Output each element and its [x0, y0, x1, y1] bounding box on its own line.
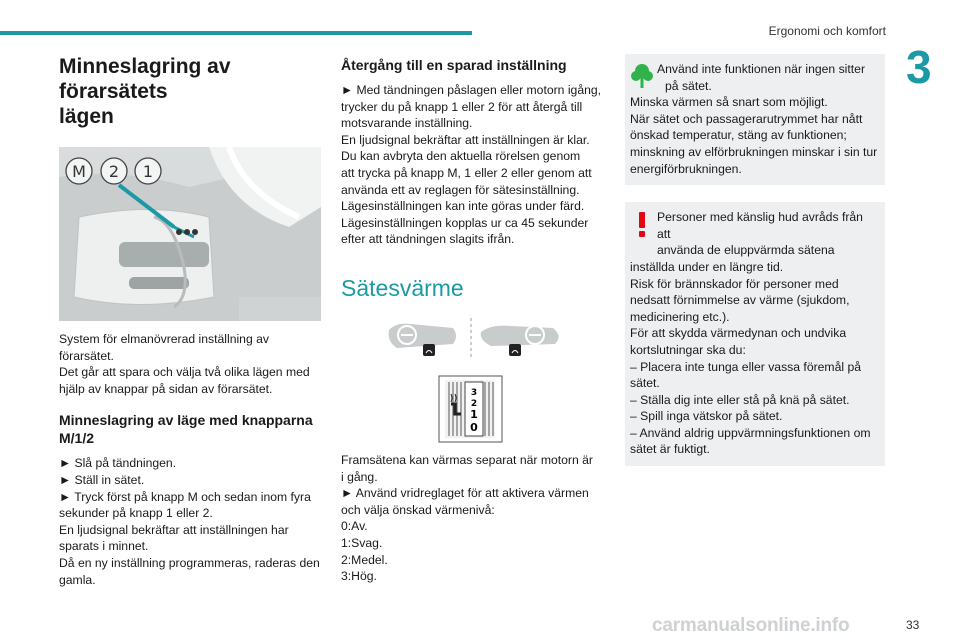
svg-text:2: 2	[470, 398, 478, 409]
right-seat-heating-icon	[481, 326, 559, 356]
memory-store-steps: ► Slå på tändningen. ► Ställ in sätet. ► Tryck först på knapp M och sedan inom fyra sekunder på knapp 1 eller 2. En ljudsignal bekräftar att inställningen har sparats i minnet. Då en ny inställning programmeras, raderas den gamla.	[59, 456, 320, 587]
heading-seat-heating: Sätesvärme	[341, 274, 464, 301]
memory-button-2-icon	[101, 158, 127, 184]
subheading-recall: Återgång till en sparad inställning	[341, 57, 567, 73]
warning-note: Personer med känslig hud avråds från att använda de eluppvärmda sätena inställda under en längre tid. Risk för brännskador för personer med nedsatt förnimmelse av värme (sjukdom, medicinering etc.). För att skydda värmedynan och undvika kortslutningar ska du: – Placera inte tunga eller vassa föremål på sätet. – Ställa dig inte eller stå på knä på sätet. – Spill inga vätskor på sätet. – Använd aldrig uppvärmningsfunktionen om sätet är fuktigt.	[625, 202, 885, 466]
seat-memory-buttons-image	[59, 147, 321, 321]
heating-dial-icon	[439, 376, 502, 442]
chapter-number: 3	[906, 41, 932, 93]
subheading-memory-store: Minneslagring av läge med knapparna M/1/2	[59, 412, 313, 447]
svg-text:2: 2	[108, 162, 120, 181]
watermark: carmanualsonline.info	[652, 615, 850, 636]
warning-exclamation-icon	[635, 212, 649, 238]
svg-text:1: 1	[142, 162, 154, 181]
section-title: Ergonomi och komfort	[768, 24, 886, 38]
column-memory-seat	[59, 54, 321, 588]
svg-text:1: 1	[470, 407, 478, 421]
seat-heating-illustrations	[341, 318, 606, 444]
column-recall-heating	[341, 54, 606, 585]
svg-text:3: 3	[470, 387, 478, 398]
left-seat-heating-icon	[389, 324, 456, 356]
page-title: Minneslagring av förarsätets lägen	[59, 55, 237, 128]
image-caption: System för elmanövrerad inställning av förarsätet. Det går att spara och välja två olika lägen med hjälp av knappar på sidan av förarsätet.	[59, 332, 310, 396]
recall-body: ► Med tändningen påslagen eller motorn igång, trycker du på knapp 1 eller 2 för att återgå till motsvarande inställning. En ljudsignal bekräftar att inställningen är klar. Du kan avbryta den aktuella rörelsen genom att trycka på knapp M, 1 eller 2 eller genom att använda ett av reglagen för sätesinställning. Lägesinställningen kan inte göras under färd. Lägesinställningen kopplas ur ca 45 sekunder efter att tändningen slagits ifrån.	[341, 83, 602, 247]
svg-text:M: M	[72, 162, 86, 181]
eco-note: Använd inte funktionen när ingen sitter på sätet. Minska värmen så snart som möjligt. När sätet och passagerarutrymmet har nått önskad temperatur, stäng av funktionen; minskning av elförbrukningen minskar i sin tur energiförbrukningen.	[625, 54, 885, 185]
seat-heating-text: Framsätena kan värmas separat när motorn är i gång. ► Använd vridreglaget för att aktivera värmen och välja önskad värmenivå: 0:Av. 1:Svag. 2:Medel. 3:Hög.	[341, 452, 593, 584]
column-notes	[625, 54, 885, 483]
header-accent-bar	[0, 31, 472, 35]
eco-tree-icon	[631, 62, 653, 90]
page-number: 33	[906, 618, 920, 632]
svg-text:0: 0	[470, 420, 478, 434]
memory-button-1-icon	[135, 158, 161, 184]
memory-button-m-icon	[66, 158, 92, 184]
